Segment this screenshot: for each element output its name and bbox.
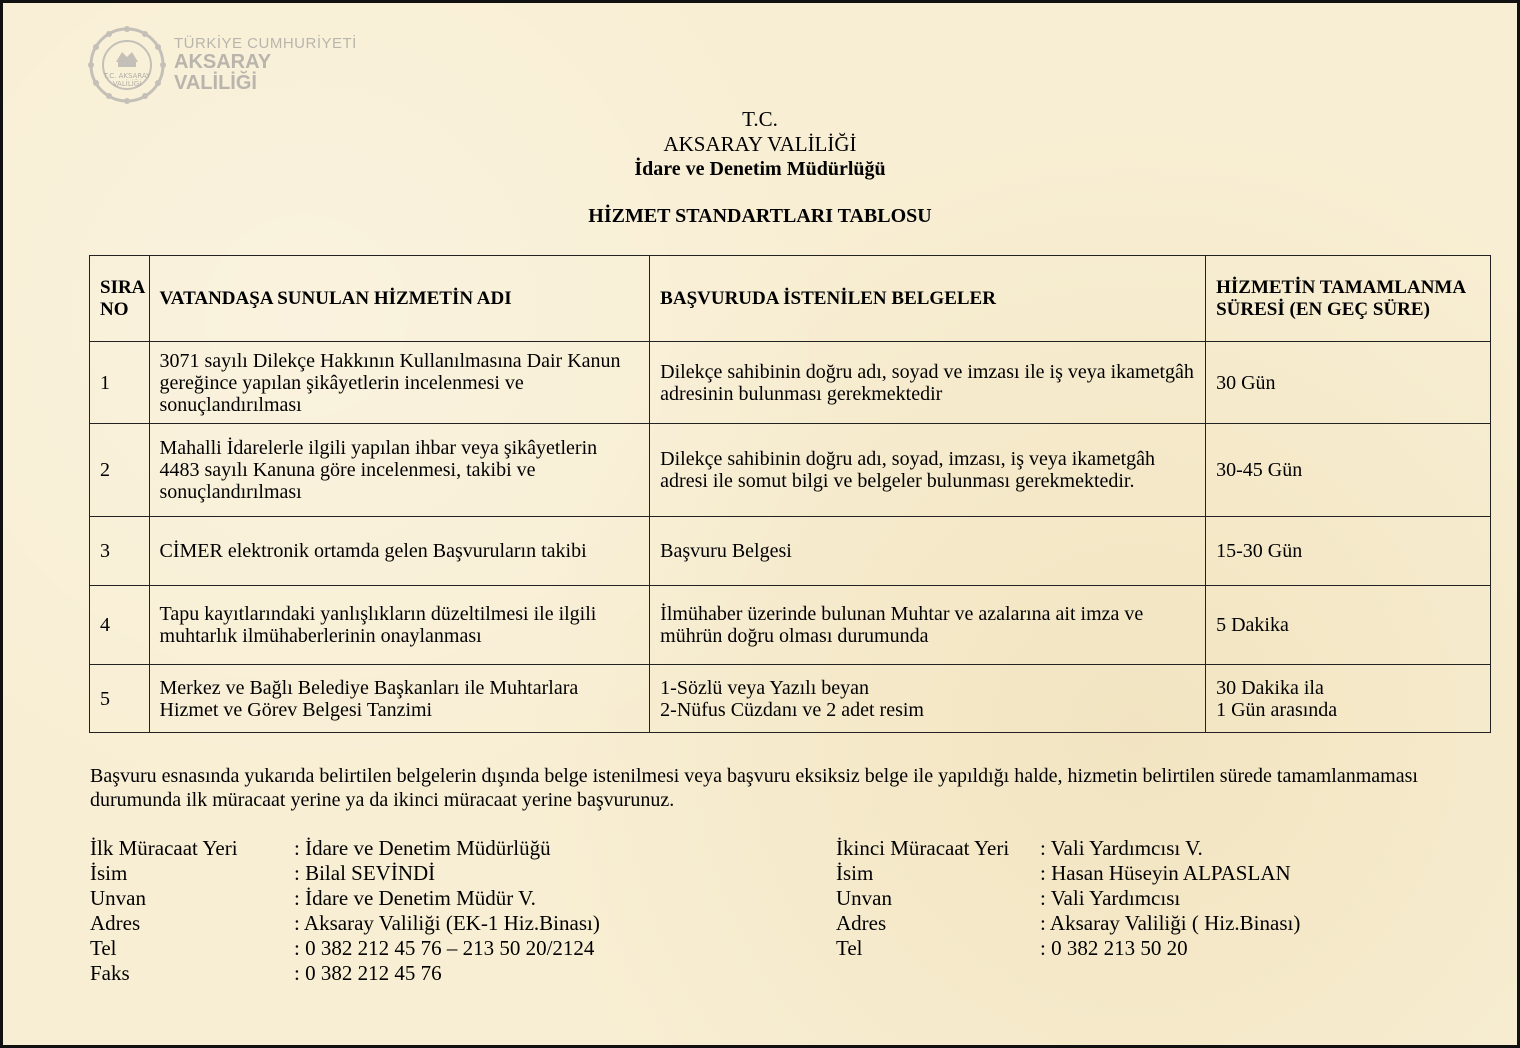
- aksaray-valiligi-logo: [88, 22, 358, 108]
- header-mudurluk: İdare ve Denetim Müdürlüğü: [634, 158, 886, 180]
- column-header-no: SIRA NO: [90, 256, 150, 342]
- contact-value: : Aksaray Valiliği ( Hiz.Binası): [1040, 911, 1301, 935]
- contact-label: Tel: [90, 936, 117, 960]
- contact-row: [90, 886, 600, 911]
- table-row: [90, 517, 1491, 586]
- seal-icon: [88, 26, 166, 104]
- service-standards-table: [89, 255, 1491, 733]
- cell-duration: [1206, 665, 1491, 733]
- contact-row: [836, 836, 1300, 861]
- contact-value: : İdare ve Denetim Müdür V.: [294, 886, 536, 910]
- cell-no: 2: [90, 424, 150, 517]
- cell-duration: 5 Dakika: [1206, 586, 1491, 665]
- documents-line: 1-Sözlü veya Yazılı beyan: [660, 676, 870, 699]
- cell-service: Mahalli İdarelerle ilgili yapılan ihbar veya şikâyetlerin 4483 sayılı Kanuna göre incelenmesi, takibi ve sonuçlandırılması: [149, 424, 650, 517]
- header-tc: T.C.: [742, 107, 778, 131]
- cell-service: Tapu kayıtlarındaki yanlışlıkların düzeltilmesi ile ilgili muhtarlık ilmühaberlerinin onaylanması: [149, 586, 650, 665]
- application-note: Başvuru esnasında yukarıda belirtilen belgelerin dışında belge istenilmesi veya başvuru eksiksiz belge ile yapıldığı halde, hizmetin belirtilen sürede tamamlanmaması durumunda ilk müracaat yerine ya da ikinci müracaat yerine başvurunuz.: [90, 765, 1418, 811]
- logo-line1: TÜRKİYE CUMHURİYETİ: [174, 35, 357, 53]
- contact-label: İsim: [836, 861, 874, 885]
- contact-value: : İdare ve Denetim Müdürlüğü: [294, 836, 551, 860]
- column-header-documents: BAŞVURUDA İSTENİLEN BELGELER: [650, 256, 1206, 342]
- contact-label: İsim: [90, 861, 128, 885]
- cell-no: 1: [90, 342, 150, 424]
- contact-value: : Vali Yardımcısı V.: [1040, 836, 1203, 860]
- column-header-service: VATANDAŞA SUNULAN HİZMETİN ADI: [149, 256, 650, 342]
- second-contact-block: [836, 836, 1300, 961]
- cell-duration: 30 Gün: [1206, 342, 1491, 424]
- svg-text:T.C. AKSARAY: T.C. AKSARAY: [103, 72, 151, 80]
- documents-line: 2-Nüfus Cüzdanı ve 2 adet resim: [660, 698, 924, 721]
- contact-label: Unvan: [90, 886, 146, 910]
- first-contact-block: [90, 836, 600, 986]
- document-header: [0, 107, 1520, 182]
- contact-label: Faks: [90, 961, 130, 985]
- contact-value: : 0 382 212 45 76: [294, 961, 442, 985]
- table-row: [90, 424, 1491, 517]
- table-row: [90, 665, 1491, 733]
- contact-row: [90, 911, 600, 936]
- cell-service: CİMER elektronik ortamda gelen Başvuruların takibi: [149, 517, 650, 586]
- cell-no: 5: [90, 665, 150, 733]
- contact-row: [90, 936, 600, 961]
- contact-value: : Vali Yardımcısı: [1040, 886, 1181, 910]
- table-row: [90, 342, 1491, 424]
- contact-label: Adres: [836, 911, 887, 935]
- contact-value: : 0 382 212 45 76 – 213 50 20/2124: [294, 936, 595, 960]
- cell-documents: [650, 665, 1206, 733]
- cell-documents: Dilekçe sahibinin doğru adı, soyad ve imzası ile iş veya ikametgâh adresinin bulunması gerekmektedir: [650, 342, 1206, 424]
- column-header-duration: HİZMETİN TAMAMLANMA SÜRESİ (EN GEÇ SÜRE): [1206, 256, 1491, 342]
- logo-text: [174, 36, 358, 94]
- contact-value: : Aksaray Valiliği (EK-1 Hiz.Binası): [294, 911, 600, 935]
- contact-value: : 0 382 213 50 20: [1040, 936, 1188, 960]
- contact-row: [836, 936, 1300, 961]
- contact-value: : Bilal SEVİNDİ: [294, 861, 436, 885]
- cell-service: Merkez ve Bağlı Belediye Başkanları ile Muhtarlara Hizmet ve Görev Belgesi Tanzimi: [149, 665, 650, 733]
- contact-row: [836, 911, 1300, 936]
- cell-duration: 15-30 Gün: [1206, 517, 1491, 586]
- contact-label: Adres: [90, 911, 141, 935]
- cell-documents: Başvuru Belgesi: [650, 517, 1206, 586]
- page-title: HİZMET STANDARTLARI TABLOSU: [588, 205, 932, 227]
- contact-label: Unvan: [836, 886, 892, 910]
- cell-no: 3: [90, 517, 150, 586]
- contact-label: İlk Müracaat Yeri: [90, 836, 238, 860]
- svg-text:VALİLİĞİ: VALİLİĞİ: [112, 80, 142, 88]
- cell-documents: Dilekçe sahibinin doğru adı, soyad, imzası, iş veya ikametgâh adresi ile somut bilgi ve belgeler bulunması gerekmektedir.: [650, 424, 1206, 517]
- contact-row: [90, 861, 600, 886]
- contact-row: [836, 861, 1300, 886]
- header-valilik: AKSARAY VALİLİĞİ: [663, 132, 857, 156]
- contact-row: [90, 836, 600, 861]
- duration-line: 1 Gün arasında: [1216, 698, 1338, 721]
- logo-line2: AKSARAY VALİLİĞİ: [174, 50, 271, 94]
- contact-label: İkinci Müracaat Yeri: [836, 836, 1010, 860]
- cell-duration: 30-45 Gün: [1206, 424, 1491, 517]
- cell-no: 4: [90, 586, 150, 665]
- cell-documents: İlmühaber üzerinde bulunan Muhtar ve azalarına ait imza ve mührün doğru olması durumunda: [650, 586, 1206, 665]
- contact-row: [836, 886, 1300, 911]
- cell-service: 3071 sayılı Dilekçe Hakkının Kullanılmasına Dair Kanun gereğince yapılan şikâyetlerin incelenmesi ve sonuçlandırılması: [149, 342, 650, 424]
- contact-row: [90, 961, 600, 986]
- contact-value: : Hasan Hüseyin ALPASLAN: [1040, 861, 1291, 885]
- duration-line: 30 Dakika ila: [1216, 676, 1324, 699]
- table-row: [90, 586, 1491, 665]
- contact-label: Tel: [836, 936, 863, 960]
- table-header-row: [90, 256, 1491, 342]
